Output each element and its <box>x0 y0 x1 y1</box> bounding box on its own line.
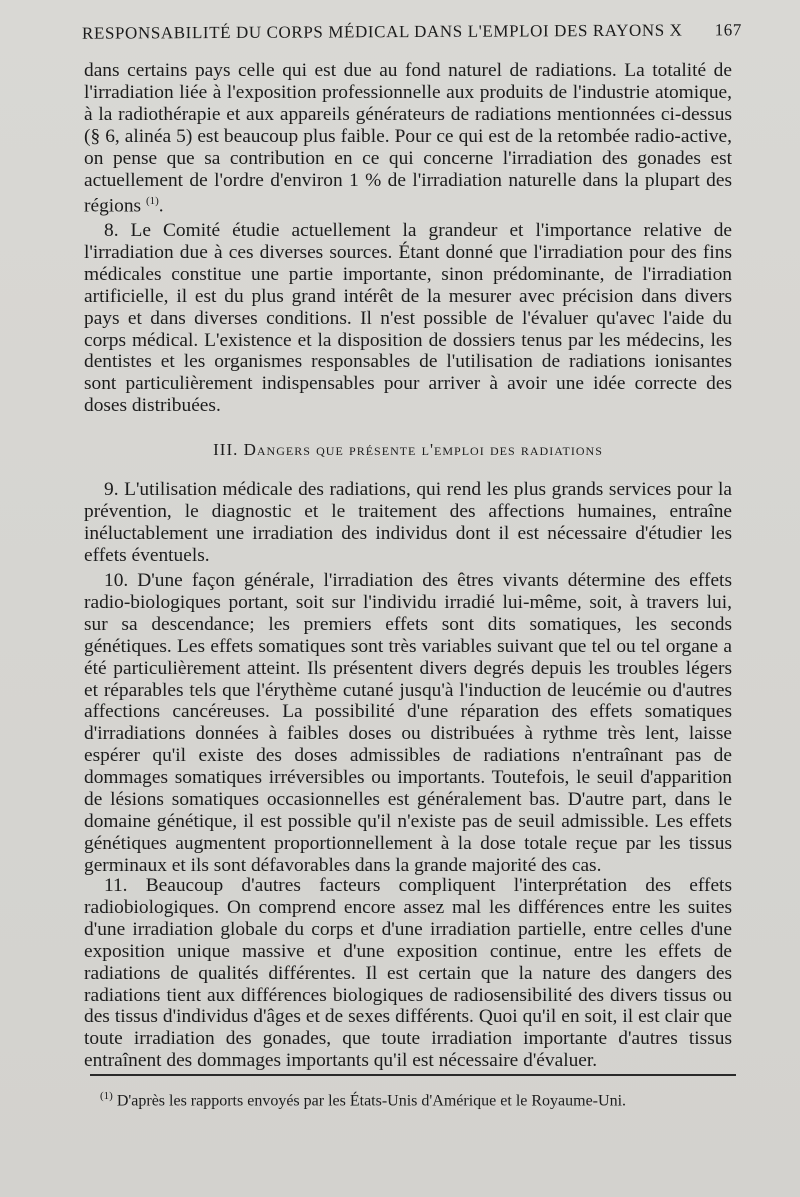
paragraph-9-text: 9. L'utilisation médicale des radiations, qui rend les plus grands services pour la prévention, le diagnostic et le traitement des affections humaines, entraîne inéluctablement une irradiation des individus dont il est nécessaire d'étudier les effets éventuels. <box>84 479 732 566</box>
paragraph-10-text: 10. D'une façon générale, l'irradiation des êtres vivants détermine des effets radio-biologiques portant, soit sur l'individu irradié lui-même, soit, à travers lui, sur sa descendance; les premiers effets sont dits somatiques, les seconds génétiques. Les effets somatiques sont très variables suivant que tel ou tel organe a été particulièrement atteint. Ils présentent divers degrés depuis les troubles légers et réparables tels que l'érythème cutané jusqu'à l'induction de leucémie ou d'autres affections cancéreuses. La possibilité d'une réparation des effets somatiques d'irradiations données à faibles doses ou distribuées à rythme très lent, laisse espérer qu'il existe des doses admissibles de radiations n'entraînant pas de dommages somatiques irréversibles ou importants. Toutefois, le seuil d'apparition de lésions somatiques occasionnelles est généralement bas. D'autre part, dans le domaine génétique, il est possible qu'il n'existe pas de seuil admissible. Les effets génétiques augmentent proportionnellement à la dose totale reçue par les tissus germinaux et ils sont défavorables dans la grande majorité des cas. <box>84 570 732 876</box>
footnote-reference: (1) <box>145 195 159 208</box>
footnote-marker: (1) <box>100 1090 113 1102</box>
page-number: 167 <box>714 20 743 40</box>
footnote-text: D'après les rapports envoyés par les États-Unis d'Amérique et le Royaume-Uni. <box>116 1092 627 1110</box>
paragraph-7-end: . <box>158 195 164 217</box>
paragraph-7-text: dans certains pays celle qui est due au fond naturel de radiations. La totalité de l'irradiation liée à l'exposition professionnelle aux produits de l'industrie atomique, à la radiothérapie et aux appareils générateurs de radiations mentionnées ci-dessus (§ 6, alinéa 5) est beaucoup plus faible. Pour ce qui est de la retombée radio-active, on pense que sa contribution en ce qui concerne l'irradiation des gonades est actuellement de l'ordre d'environ 1 % de l'irradiation naturelle dans la plupart des régions <box>84 60 732 217</box>
running-header <box>82 20 742 43</box>
paragraph-11 <box>84 875 732 1072</box>
paragraph-7-continuation <box>84 60 732 218</box>
paragraph-9 <box>84 479 732 567</box>
paragraph-10 <box>84 570 732 877</box>
paragraph-11-text: 11. Beaucoup d'autres facteurs compliquent l'interprétation des effets radiobiologiques. On comprend encore assez mal les différences entre les suites d'une irradiation globale du corps et d'une irradiation partielle, entre celles d'une exposition unique massive et d'une exposition continue, entre les effets de radiations de qualités différentes. Il est certain que la nature des dangers des radiations tient aux différences biologiques de radiosensibilité des divers tissus ou des tissus d'individus d'âges et de sexes différents. Quoi qu'il en soit, il est clair que toute irradiation des gonades, que toute irradiation importante d'autres tissus entraînent des dommages importants qu'il est nécessaire d'évaluer. <box>84 875 732 1072</box>
footnote <box>100 1090 740 1110</box>
footnote-divider <box>90 1074 736 1076</box>
paragraph-8 <box>84 220 732 417</box>
paragraph-8-text: 8. Le Comité étudie actuellement la grandeur et l'importance relative de l'irradiation due à ces diverses sources. Étant donné que l'irradiation pour des fins médicales constitue une partie importante, sinon prédominante, de l'irradiation artificielle, il est du plus grand intérêt de la mesurer avec précision dans divers pays et dans diverses conditions. Il n'est possible de l'évaluer qu'avec l'aide du corps médical. L'existence et la disposition de dossiers tenus par les médecins, les dentistes et les organismes responsables de l'utilisation de radiations ionisantes sont particulièrement indispensables pour arriver à avoir une idée correcte des doses distribuées. <box>84 220 732 417</box>
running-title: RESPONSABILITÉ DU CORPS MÉDICAL DANS L'EMPLOI DES RAYONS X <box>81 20 683 43</box>
section-heading: III. Dangers que présente l'emploi des radiations <box>213 440 603 459</box>
